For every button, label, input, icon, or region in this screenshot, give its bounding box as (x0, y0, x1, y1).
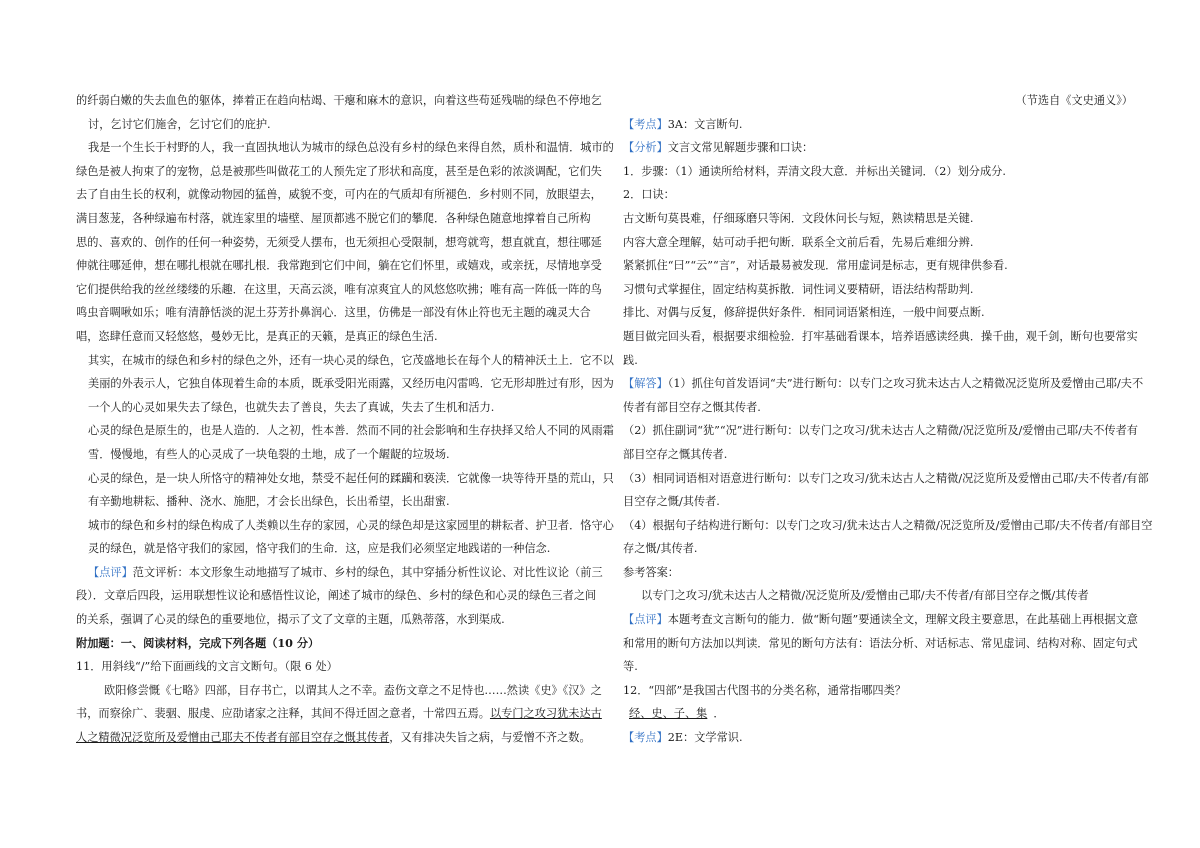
question-12-end: ． (713, 707, 725, 721)
kaodian2-tag: 【考点】 (623, 731, 668, 745)
jieda-line (623, 372, 1144, 396)
fenxi-tag: 【分析】 (623, 141, 668, 155)
jieda-text: （1）抓住句首发语词“夫”进行断句：以专门之攻习犹未达古人之精微况泛览所及爱憎由己耶/夫不 (667, 377, 1144, 391)
essay-line: 伸就往哪延伸，想在哪扎根就在哪扎根．我常跑到它们中间，躺在它们怀里，或嬉戏，或亲抚，尽情地享受 (76, 259, 602, 273)
essay-line: 一个人的心灵如果失去了绿色，也就失去了善良，失去了真诚，失去了生机和活力. (88, 400, 495, 414)
essay-line: 唱，恣肆任意而又轻悠悠，曼妙无比，是真正的天籁，是真正的绿色生活. (76, 329, 438, 343)
rhyme-line: 排比、对偶与反复，修辞提供好条件．相同词语紧相连，一般中间要点断. (623, 306, 985, 320)
essay-line: 思的、喜欢的、创作的任何一种姿势，无须受人摆布，也无须担心受限制，想弯就弯，想直就直，想往哪延 (76, 235, 602, 249)
kaodian-text: 3A：文言断句. (667, 117, 743, 131)
rhyme-line: 紧紧抓住“曰”“云”“言”，对话最易被发现．常用虚词是标志，更有规律供参看. (623, 259, 1008, 273)
essay-line: 美丽的外表示人，它独自体现着生命的本质，既承受阳光雨露，又经历电闪雷鸣．它无形却胜过有形，因为 (88, 377, 614, 391)
essay-line: 它们提供给我的丝丝缕缕的乐趣．在这里，天高云淡，唯有凉爽宜人的风悠悠吹拂；唯有高一阵低一阵的鸟 (76, 282, 602, 296)
fenxi-line (623, 136, 1133, 160)
rhyme-line: 题目做完回头看，根据要求细检验．打牢基础看课本，培养语感读经典．操千曲，观千剑，断句也要常实 (623, 329, 1138, 343)
dianping-line: 和常用的断句方法加以判读．常见的断句方法有：语法分析、对话标志、常见虚词、结构对称、固定句式 (623, 636, 1138, 650)
question-12-answer: 经、史、子、集 (629, 707, 708, 721)
essay-line: 城市的绿色和乡村的绿色构成了人类赖以生存的家园，心灵的绿色却是这家园里的耕耘者、护卫者．恪守心 (88, 518, 614, 532)
jieda-line: 目空存之慨/其传者. (623, 495, 720, 509)
comment-line: 段）．文章后四段，运用联想性议论和感悟性议论，阐述了城市的绿色、乡村的绿色和心灵的绿色三者之间 (76, 589, 597, 603)
dianping-text: 本题考查文言断句的能力．做“断句题”要通读全文，理解文段主要意思，在此基础上再根据文意 (667, 613, 1138, 627)
source-note: （节选自《文史通义》） (1015, 94, 1133, 107)
comment-text: 范文评析：本文形象生动地描写了城市、乡村的绿色，其中穿插分析性议论、对比性议论（前三 (132, 565, 603, 579)
essay-line: 去了自由生长的权利，就像动物园的猛兽，威貌不变，可内在的气质却有所褪色．乡村则不同，放眼望去， (76, 188, 602, 202)
jieda-line: 部目空存之慨其传者. (623, 447, 728, 461)
kaodian-tag: 【考点】 (623, 117, 668, 131)
passage-line (76, 702, 602, 726)
rhyme-line: 内容大意全理解，姑可动手把句断．联系全文前后看，先易后难细分辨. (623, 235, 974, 249)
kaodian-line (623, 113, 1133, 137)
passage-line: 欧阳修尝慨《七略》四部，目存书亡，以谓其人之不幸。盍伤文章之不足恃也……然读《史》《汉》之 (104, 683, 602, 697)
kaodian2-line (623, 726, 1133, 750)
dianping-line: 等. (623, 660, 638, 674)
dianping-tag: 【点评】 (623, 613, 668, 627)
essay-line: 的纤弱白嫩的失去血色的躯体，捧着正在趋向枯竭、干瘪和麻木的意识，向着这些苟延残喘的绿色不停地乞 (76, 94, 602, 107)
essay-line: 其实，在城市的绿色和乡村的绿色之外，还有一块心灵的绿色，它茂盛地长在每个人的精神沃土上．它不以 (88, 353, 614, 367)
essay-line: 心灵的绿色是原生的，也是人造的．人之初，性本善．然而不同的社会影响和生存抉择又给人不同的风雨霜 (88, 424, 614, 438)
kaodian2-text: 2E：文学常识. (667, 731, 743, 745)
essay-line: 我是一个生长于村野的人，我一直固执地认为城市的绿色总没有乡村的绿色来得自然，质朴和温情．城市的 (88, 141, 614, 155)
essay-line: 灵的绿色，就是恪守我们的家园，恪守我们的生命．这，应是我们必须坚定地践诺的一种信念. (88, 542, 551, 556)
reference-title: 参考答案： (623, 565, 679, 579)
rhyme-line: 古文断句莫畏难，仔细琢磨只等闲．文段休问长与短，熟读精思是关键. (623, 211, 974, 225)
essay-line: 心灵的绿色，是一块人所恪守的精神处女地，禁受不起任何的蹂躏和亵渎．它就像一块等待开垦的荒山，只 (88, 471, 614, 485)
essay-line: 讨，乞讨它们施舍，乞讨它们的庇护. (88, 117, 271, 131)
jieda-line: （4）根据句子结构进行断句：以专门之攻习/犹未达古人之精微/况泛览所及/爱憎由己耶/夫不传者/有部目空 (623, 518, 1153, 532)
reference-answer: 以专门之攻习/犹未达古人之精微/况泛览所及/爱憎由己耶/夫不传者/有部目空存之慨/其传者 (641, 589, 1089, 603)
jieda-line: 传者有部目空存之慨其传者. (623, 400, 761, 414)
essay-line: 雪．慢慢地，有些人的心灵成了一块龟裂的土地，成了一个龌龊的垃圾场. (88, 447, 450, 461)
jieda-line: （2）抓住副词“犹”“况”进行断句：以专门之攻习/犹未达古人之精微/况泛览所及/爱憎由己耶/夫不传者有 (623, 424, 1138, 438)
comment-tag: 【点评】 (88, 565, 133, 579)
left-column (76, 89, 614, 750)
comment-line (76, 561, 603, 585)
essay-line: 有辛勤地耕耘、播种、浇水、施肥，才会长出绿色，长出希望，长出甜蜜. (88, 495, 450, 509)
dianping-line (623, 608, 1138, 632)
jieda-line: （3）相同词语相对语意进行断句：以专门之攻习/犹未达古人之精微/况泛览所及爱憎由己耶/夫不传者/有部 (623, 471, 1149, 485)
essay-line: 鸣虫音啁啾如乐；唯有清静恬淡的泥土芬芳扑鼻润心．这里，仿佛是一部没有休止符也无主题的魂灵大合 (76, 306, 591, 320)
question-12-answer-line (623, 702, 1133, 726)
step-line: 1．步骤：（1）通读所给材料，弄清文段大意．并标出关键词．（2）划分成分. (623, 164, 1006, 178)
question-11-stem: 11．用斜线“/”给下面画线的文言文断句。（限 6 处） (76, 660, 338, 674)
essay-line: 绿色是被人拘束了的宠物，总是被那些叫做花工的人预先定了形状和高度，甚至是色彩的浓淡调配，它们失 (76, 164, 602, 178)
question-12-stem: 12．“四部”是我国古代图书的分类名称，通常指哪四类？ (623, 683, 906, 697)
essay-line: 满目葱茏，各种绿遍布村落，就连家里的墙壁、屋顶都逃不脱它们的攀爬．各种绿色随意地撑着自己所构 (76, 211, 591, 225)
rhyme-line: 习惯句式掌握住，固定结构莫拆散．词性词义要精研，语法结构帮助判. (623, 282, 974, 296)
underlined-passage: 人之精微况泛览所及爱憎由己耶夫不传者有部目空存之慨其传者 (76, 731, 390, 745)
rhyme-line: 践. (623, 353, 638, 367)
passage-text: 书，而察徐广、裴骃、服虔、应劭诸家之注释，其间不得迁固之意者，十常四五焉。 (76, 707, 490, 721)
right-column (623, 89, 1153, 750)
comment-line: 的关系，强调了心灵的绿色的重要地位，揭示了文了文章的主题，瓜熟蒂落，水到渠成. (76, 613, 505, 627)
fenxi-text: 文言文常见解题步骤和口诀： (667, 141, 814, 155)
passage-line (76, 726, 590, 750)
step-line: 2．口诀： (623, 188, 675, 202)
extra-question-title: 附加题：一、阅读材料，完成下列各题（10 分） (76, 635, 320, 650)
jieda-line: 存之慨/其传者. (623, 542, 698, 556)
jieda-tag: 【解答】 (623, 377, 668, 391)
passage-text: ，又有排决失旨之病，与爱憎不齐之数。 (389, 731, 591, 745)
underlined-passage: 以专门之攻习犹未达古 (489, 707, 602, 721)
